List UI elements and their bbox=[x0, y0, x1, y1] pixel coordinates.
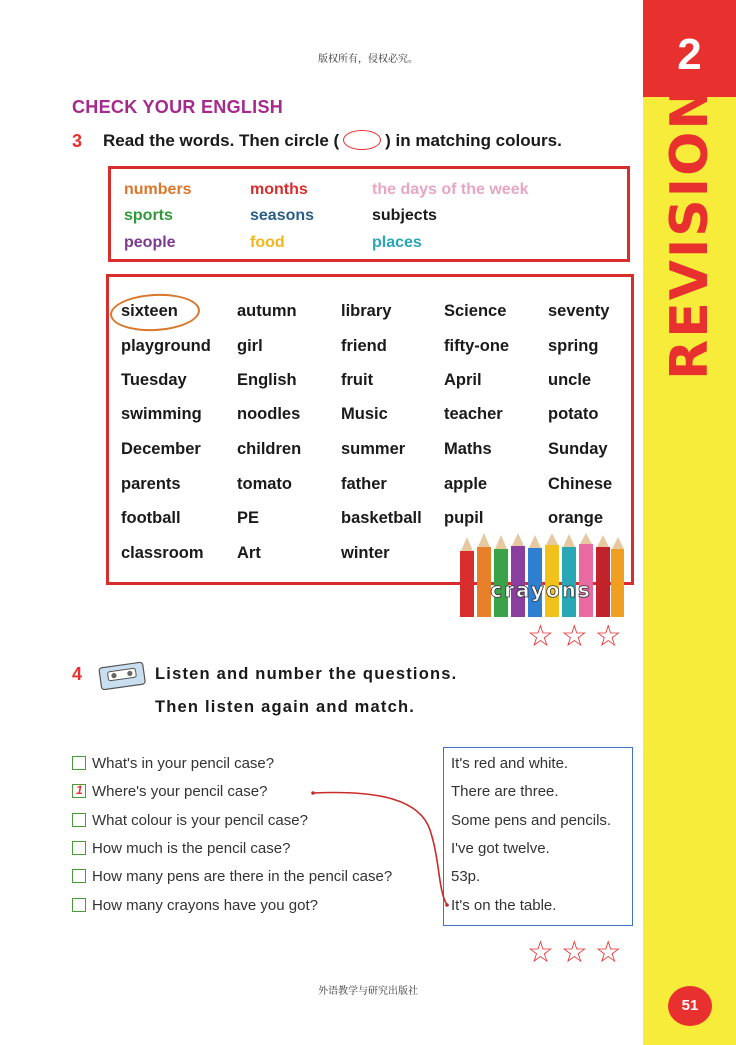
category-subjects: subjects bbox=[372, 207, 437, 224]
crayons-illustration bbox=[455, 533, 627, 617]
word[interactable]: classroom bbox=[121, 544, 204, 562]
word[interactable]: girl bbox=[237, 337, 263, 355]
page-number: 51 bbox=[668, 986, 712, 1026]
word[interactable]: fruit bbox=[341, 371, 374, 389]
crayon-red-icon bbox=[460, 537, 474, 617]
word[interactable]: potato bbox=[548, 405, 599, 423]
question-text: How many crayons have you got? bbox=[92, 897, 318, 914]
word[interactable]: autumn bbox=[237, 302, 297, 320]
question-item bbox=[72, 840, 290, 857]
question-text: What colour is your pencil case? bbox=[92, 812, 308, 829]
number-checkbox[interactable] bbox=[72, 813, 86, 827]
exercise-4-instruction-line-2: Then listen again and match. bbox=[155, 698, 416, 716]
crayon-pink-icon bbox=[579, 533, 593, 617]
circle-oval-icon bbox=[343, 130, 381, 150]
category-sports: sports bbox=[124, 207, 173, 224]
copyright-notice: 版权所有，侵权必究。 bbox=[318, 54, 418, 65]
answer-item[interactable]: It's on the table. bbox=[451, 897, 557, 914]
section-title: CHECK YOUR ENGLISH bbox=[72, 97, 284, 117]
word[interactable]: pupil bbox=[444, 509, 484, 527]
question-item bbox=[72, 897, 318, 914]
category-days-of-week: the days of the week bbox=[372, 181, 529, 198]
question-text: How much is the pencil case? bbox=[92, 840, 291, 857]
category-seasons: seasons bbox=[250, 207, 315, 224]
answer-item[interactable]: It's red and white. bbox=[451, 755, 569, 772]
rating-stars-ex4[interactable]: ☆☆☆ bbox=[527, 936, 629, 969]
word[interactable]: swimming bbox=[121, 405, 202, 423]
answer-item[interactable]: There are three. bbox=[451, 783, 559, 800]
word[interactable]: playground bbox=[121, 337, 211, 355]
word[interactable]: Tuesday bbox=[121, 371, 187, 389]
word[interactable]: English bbox=[237, 371, 297, 389]
crayon-green-icon bbox=[494, 535, 508, 617]
word[interactable]: Maths bbox=[444, 440, 492, 458]
category-numbers: numbers bbox=[124, 181, 192, 198]
instruction-part-2: ) in matching colours. bbox=[385, 131, 562, 150]
exercise-4-instruction-line-1: Listen and number the questions. bbox=[155, 665, 458, 683]
exercise-3-instruction bbox=[103, 131, 562, 152]
crayon-orange-icon bbox=[477, 533, 491, 617]
answer-item[interactable]: 53p. bbox=[451, 868, 481, 885]
question-item bbox=[72, 812, 308, 829]
word[interactable]: sixteen bbox=[121, 302, 178, 320]
category-food: food bbox=[250, 234, 285, 251]
word[interactable]: football bbox=[121, 509, 181, 527]
word[interactable]: father bbox=[341, 475, 387, 493]
question-item bbox=[72, 755, 274, 772]
word[interactable]: basketball bbox=[341, 509, 422, 527]
word[interactable]: fifty-one bbox=[444, 337, 510, 355]
question-text: How many pens are there in the pencil case? bbox=[92, 868, 393, 885]
crayon-gold-icon bbox=[611, 537, 624, 617]
question-item bbox=[72, 868, 392, 885]
word[interactable]: children bbox=[237, 440, 302, 458]
word[interactable]: parents bbox=[121, 475, 181, 493]
word[interactable]: Art bbox=[237, 544, 261, 562]
crayon-blue-icon bbox=[528, 535, 542, 617]
exercise-4-number: 4 bbox=[72, 664, 83, 684]
category-people: people bbox=[124, 234, 176, 251]
crayon-crimson-icon bbox=[596, 535, 610, 617]
instruction-part-1: Read the words. Then circle ( bbox=[103, 131, 340, 150]
word[interactable]: Science bbox=[444, 302, 507, 320]
category-legend-box bbox=[108, 166, 630, 262]
word[interactable]: noodles bbox=[237, 405, 301, 423]
category-places: places bbox=[372, 234, 422, 251]
rating-stars-ex3[interactable]: ☆☆☆ bbox=[527, 620, 629, 653]
number-checkbox[interactable] bbox=[72, 841, 86, 855]
category-months: months bbox=[250, 181, 308, 198]
word[interactable]: orange bbox=[548, 509, 604, 527]
word[interactable]: December bbox=[121, 440, 201, 458]
word[interactable]: tomato bbox=[237, 475, 292, 493]
crayons-label: crayons bbox=[490, 578, 592, 602]
question-text: Where's your pencil case? bbox=[92, 783, 268, 800]
number-mark: 1 bbox=[76, 783, 83, 797]
publisher-footer: 外语教学与研究出版社 bbox=[318, 986, 418, 997]
word[interactable]: Chinese bbox=[548, 475, 613, 493]
question-item bbox=[72, 783, 267, 800]
crayon-purple-icon bbox=[511, 533, 525, 617]
word[interactable]: winter bbox=[341, 544, 390, 562]
word[interactable]: friend bbox=[341, 337, 387, 355]
word[interactable]: apple bbox=[444, 475, 488, 493]
word[interactable]: teacher bbox=[444, 405, 503, 423]
number-checkbox[interactable] bbox=[72, 869, 86, 883]
word[interactable]: uncle bbox=[548, 371, 592, 389]
unit-number: 2 bbox=[677, 30, 702, 79]
crayon-yellow-icon bbox=[545, 533, 559, 617]
word[interactable]: spring bbox=[548, 337, 599, 355]
number-checkbox[interactable] bbox=[72, 898, 86, 912]
word[interactable]: PE bbox=[237, 509, 260, 527]
word[interactable]: library bbox=[341, 302, 392, 320]
question-text: What's in your pencil case? bbox=[92, 755, 275, 772]
number-checkbox[interactable] bbox=[72, 756, 86, 770]
answer-item[interactable]: I've got twelve. bbox=[451, 840, 550, 857]
crayon-teal-icon bbox=[562, 534, 576, 617]
word[interactable]: summer bbox=[341, 440, 406, 458]
revision-label: REVISION bbox=[660, 84, 720, 380]
number-checkbox[interactable] bbox=[72, 784, 86, 798]
answer-item[interactable]: Some pens and pencils. bbox=[451, 812, 612, 829]
word[interactable]: Sunday bbox=[548, 440, 608, 458]
cassette-tape-icon bbox=[97, 660, 147, 690]
exercise-3-number: 3 bbox=[72, 131, 83, 151]
word[interactable]: Music bbox=[341, 405, 388, 423]
word[interactable]: April bbox=[444, 371, 482, 389]
word[interactable]: seventy bbox=[548, 302, 610, 320]
